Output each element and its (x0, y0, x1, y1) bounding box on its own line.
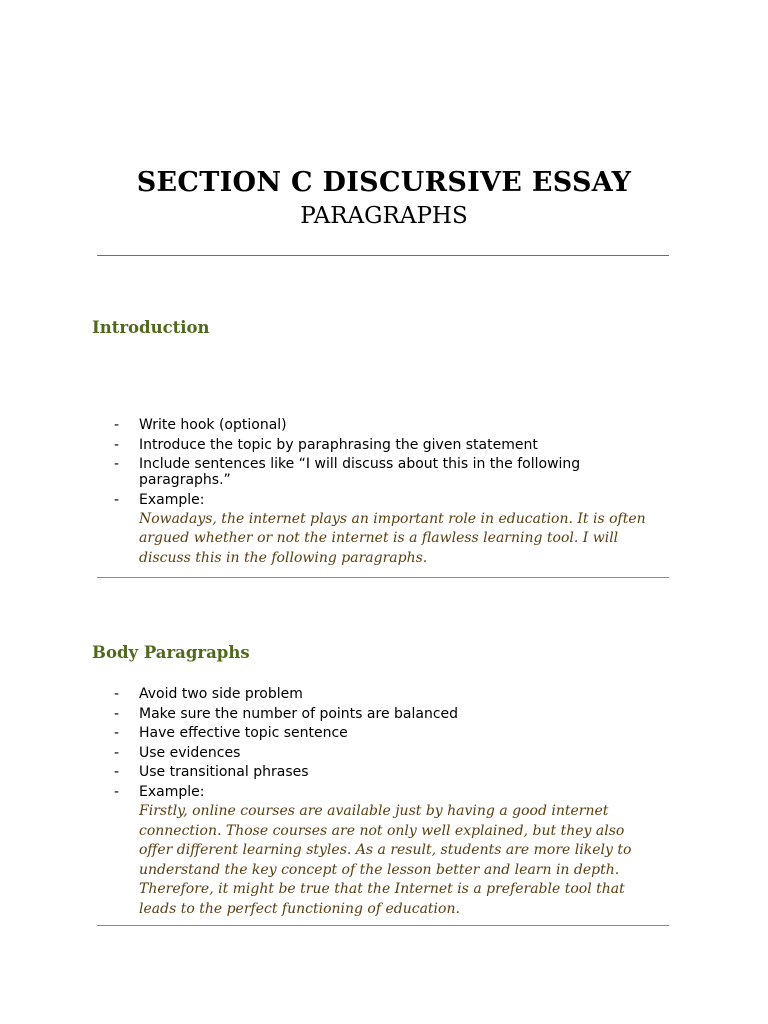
list-item (112, 784, 652, 920)
title-divider (97, 255, 669, 256)
list-item-text: Use transitional phrases (139, 764, 309, 781)
document-title: SECTION C DISCURSIVE ESSAY (136, 167, 632, 198)
list-item (112, 437, 652, 453)
bullet-dash: - (114, 725, 120, 742)
body-paragraphs-list (112, 686, 652, 923)
bullet-dash: - (114, 744, 120, 761)
introduction-list (112, 417, 652, 572)
list-item (112, 417, 652, 433)
bullet-dash: - (114, 783, 120, 800)
introduction-heading: Introduction (92, 318, 210, 337)
list-item (112, 706, 652, 722)
list-item-text: Make sure the number of points are balanced (139, 705, 459, 722)
list-item-text: Use evidences (139, 744, 241, 761)
section-divider (97, 577, 669, 578)
list-item (112, 492, 652, 569)
list-item (112, 686, 652, 702)
bullet-dash: - (114, 705, 120, 722)
document-subtitle: PARAGRAPHS (300, 203, 468, 229)
list-item-text: Write hook (optional) (139, 417, 287, 433)
list-item-text: Introduce the topic by paraphrasing the given statement (139, 436, 538, 453)
list-item-text: Example: (139, 783, 205, 800)
list-item-text: Avoid two side problem (139, 686, 303, 702)
list-item (112, 456, 652, 488)
list-item (112, 745, 652, 761)
list-item-text: Have effective topic sentence (139, 725, 348, 742)
bullet-dash: - (114, 764, 120, 781)
list-item (112, 725, 652, 741)
section-divider (97, 925, 669, 926)
list-item-text: Example: (139, 491, 205, 508)
list-item (112, 764, 652, 780)
list-item-text: Include sentences like “I will discuss about this in the following paragraphs.” (139, 456, 581, 489)
bullet-dash: - (114, 456, 120, 473)
bullet-dash: - (114, 436, 120, 453)
bullet-dash: - (114, 417, 120, 433)
introduction-example-text: Nowadays, the internet plays an important role in education. It is often argued whether or not the internet is a flawless learning tool. I will discuss this in the following paragraphs. (139, 510, 646, 566)
body-paragraphs-heading: Body Paragraphs (92, 643, 250, 662)
bullet-dash: - (114, 491, 120, 508)
body-paragraphs-example-text: Firstly, online courses are available just by having a good internet connection. Those courses are not only well explained, but they also offer different learning styles. As a result, students are more likely to understand the key concept of the lesson better and learn in depth. Therefore, it might be true that the Internet is a preferable tool that leads to the perfect functioning of education. (139, 802, 632, 917)
bullet-dash: - (114, 686, 120, 702)
